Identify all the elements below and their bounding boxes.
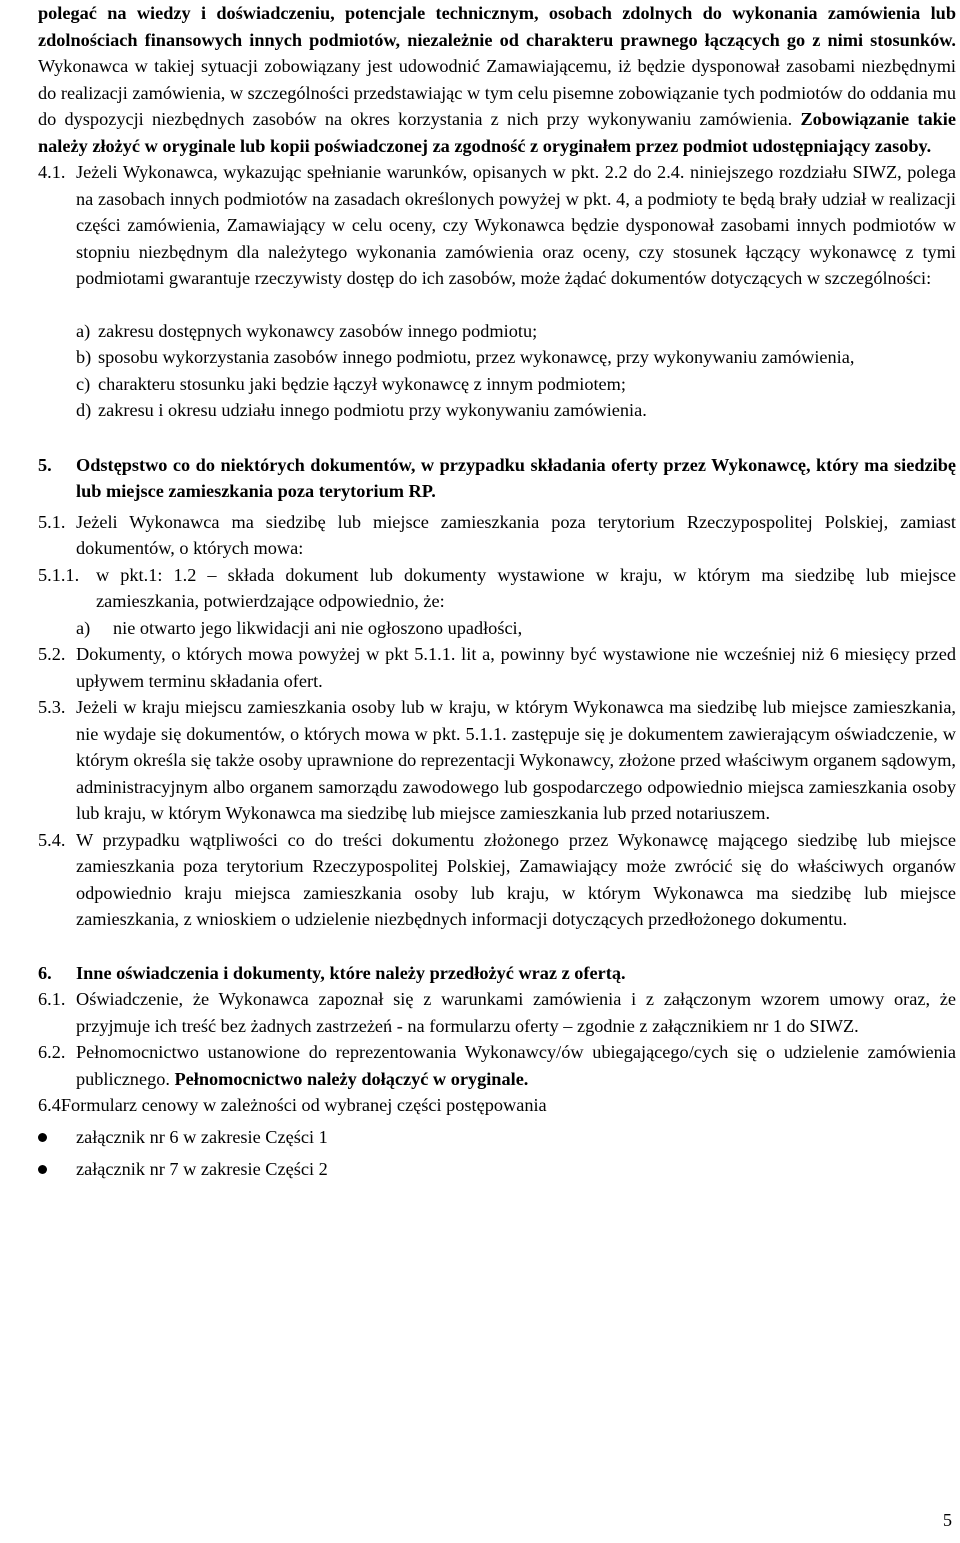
- section-5-4-number: 5.4.: [38, 829, 66, 850]
- section-6-1-number: 6.1.: [38, 989, 66, 1009]
- intro-paragraph: [38, 0, 956, 159]
- section-5-2: [38, 641, 956, 694]
- list-item-label: c): [76, 373, 91, 394]
- list-item: [76, 371, 956, 398]
- bullet-icon: [38, 1133, 47, 1142]
- list-item-text: załącznik nr 7 w zakresie Części 2: [76, 1159, 328, 1179]
- bullet-icon: [38, 1165, 47, 1174]
- list-item-label: a): [76, 320, 91, 341]
- section-6-heading: [38, 960, 956, 987]
- list-item: [76, 397, 956, 424]
- list-item: [38, 1124, 956, 1151]
- section-4-1-text: Jeżeli Wykonawca, wykazując spełnianie warunków, opisanych w pkt. 2.2 do 2.4. niniejszego rozdziału SIWZ, polega na zasobach innych podmiotów na zasadach określonych powyżej w pkt. 4, a podmioty te będą brały udział w realizacji części zamówienia, Zamawiający w celu oceny, czy Wykonawca będzie dysponował zasobami innych podmiotów w stopniu niezbędnym dla należytego wykonania zamówienia oraz oceny, czy stosunek łączący wykonawcę z tymi podmiotami gwarantuje rzeczywisty dostęp do ich zasobów, może żądać dokumentów dotyczących w szczególności:: [76, 162, 956, 288]
- section-6-title: Inne oświadczenia i dokumenty, które należy przedłożyć wraz z ofertą.: [76, 962, 626, 983]
- section-5-1-1: [38, 562, 956, 615]
- section-5-2-number: 5.2.: [38, 644, 66, 664]
- list-item-label: d): [76, 400, 92, 420]
- intro-bold-2: Zobowiązanie takie należy złożyć w oryginale lub kopii poświadczonej za zgodność z oryginałem przez podmiot udostępniający zasoby.: [38, 109, 956, 156]
- list-item: [76, 344, 956, 371]
- section-6-number: 6.: [38, 962, 52, 983]
- list-item: [76, 615, 956, 642]
- section-5-4: [38, 827, 956, 933]
- section-6-4-text: Formularz cenowy w zależności od wybranej części postępowania: [60, 1095, 547, 1115]
- list-item-text: charakteru stosunku jaki będzie łączył wykonawcę z innym podmiotem;: [98, 373, 626, 394]
- section-5-1: [38, 509, 956, 562]
- section-6-2-body: Pełnomocnictwo ustanowione do reprezentowania Wykonawcy/ów ubiegającego/cych się o udzielenie zamówienia publicznego.: [76, 1042, 956, 1089]
- section-5-3-text: Jeżeli w kraju miejscu zamieszkania osoby lub w kraju, w którym Wykonawca ma siedzibę lub miejsce zamieszkania, nie wydaje się dokumentów, o których mowa w pkt. 5.1.1. zastępuje się je dokumentem zawierającym oświadczenie, w którym określa się także osoby uprawnione do reprezentacji Wykonawcy, złożone przed właściwym organem sądowym, administracyjnym albo organem samorządu zawodowego lub gospodarczego odpowiednio miejsca zamieszkania osoby lub kraju, w którym Wykonawca ma siedzibę lub miejsce zamieszkania lub przed notariuszem.: [76, 697, 956, 823]
- section-4-1-list: [38, 318, 956, 424]
- list-item-text: zakresu dostępnych wykonawcy zasobów innego podmiotu;: [98, 320, 538, 341]
- section-5-1-number: 5.1.: [38, 511, 66, 532]
- list-item-text: zakresu i okresu udziału innego podmiotu przy wykonywaniu zamówienia.: [98, 400, 647, 420]
- section-5-heading: [38, 452, 956, 505]
- section-5-1-1-text: w pkt.1: 1.2 – składa dokument lub dokumenty wystawione w kraju, w którym ma siedzibę lub miejsce zamieszkania, potwierdzające odpowiednio, że:: [96, 564, 956, 611]
- list-item-text: załącznik nr 6 w zakresie Części 1: [76, 1126, 328, 1147]
- section-4-1: [38, 159, 956, 292]
- section-6-2-number: 6.2.: [38, 1042, 66, 1062]
- list-item-text: nie otwarto jego likwidacji ani nie ogłoszono upadłości,: [113, 617, 523, 638]
- section-6-1: [38, 986, 956, 1039]
- intro-bold-1: polegać na wiedzy i doświadczeniu, potencjale technicznym, osobach zdolnych do wykonania zamówienia lub zdolnościach finansowych innych podmiotów, niezależnie od charakteru prawnego łączących go z nimi stosunków.: [38, 3, 956, 50]
- page-number: 5: [942, 1510, 952, 1530]
- list-item: [76, 318, 956, 345]
- intro-text-1: Wykonawca w takiej sytuacji zobowiązany jest udowodnić Zamawiającemu, iż będzie dysponował zasobami niezbędnymi do realizacji zamówienia, w szczególności przedstawiając w tym celu pisemne zobowiązanie tych podmiotów do oddania mu do dyspozycji niezbędnych zasobów na okres korzystania z nich przy wykonywaniu zamówienia.: [38, 56, 956, 129]
- section-4-1-number: 4.1.: [38, 162, 66, 182]
- section-6-1-text: Oświadczenie, że Wykonawca zapoznał się z warunkami zamówienia i z załączonym wzorem umowy oraz, że przyjmuje ich treść bez żadnych zastrzeżeń - na formularzu oferty – zgodnie z załącznikiem nr 1 do SIWZ.: [76, 989, 956, 1036]
- section-5-title: Odstępstwo co do niektórych dokumentów, w przypadku składania oferty przez Wykonawcę, który ma siedzibę lub miejsce zamieszkania poza terytorium RP.: [76, 454, 956, 501]
- section-5-3-number: 5.3.: [38, 697, 66, 717]
- section-5-1-1-number: 5.1.1.: [38, 564, 80, 585]
- section-5-4-text: W przypadku wątpliwości co do treści dokumentu złożonego przez Wykonawcę mającego siedzibę lub miejsce zamieszkania poza terytorium Rzeczypospolitej Polskiej, Zamawiający może zwrócić się do właściwych organów odpowiednio kraju miejsca zamieszkania osoby lub kraju, w którym Wykonawca ma siedzibę lub miejsce zamieszkania, z wnioskiem o udzielenie niezbędnych informacji dotyczących przedłożonego dokumentu.: [76, 829, 956, 929]
- list-item-text: sposobu wykorzystania zasobów innego podmiotu, przez wykonawcę, przy wykonywaniu zamówienia,: [98, 347, 855, 367]
- section-5-1-1-list: [38, 615, 956, 642]
- section-6-2-bold: Pełnomocnictwo należy dołączyć w oryginale.: [174, 1068, 529, 1089]
- section-6-2-text: [76, 1039, 956, 1092]
- section-5-number: 5.: [38, 454, 52, 475]
- section-6-4: [38, 1092, 956, 1119]
- list-item: [38, 1156, 956, 1183]
- section-5-1-text: Jeżeli Wykonawca ma siedzibę lub miejsce zamieszkania poza terytorium Rzeczypospolitej Polskiej, zamiast dokumentów, o których mowa:: [76, 511, 956, 558]
- section-6-2: [38, 1039, 956, 1092]
- section-5-3: [38, 694, 956, 827]
- section-6-4-bullets: [38, 1124, 956, 1183]
- section-5-2-text: Dokumenty, o których mowa powyżej w pkt 5.1.1. lit a, powinny być wystawione nie wcześniej niż 6 miesięcy przed upływem terminu składania ofert.: [76, 644, 956, 691]
- list-item-label: b): [76, 347, 92, 367]
- document-page: [38, 0, 956, 1183]
- section-6-4-number: 6.4: [38, 1095, 61, 1115]
- list-item-label: a): [76, 617, 91, 638]
